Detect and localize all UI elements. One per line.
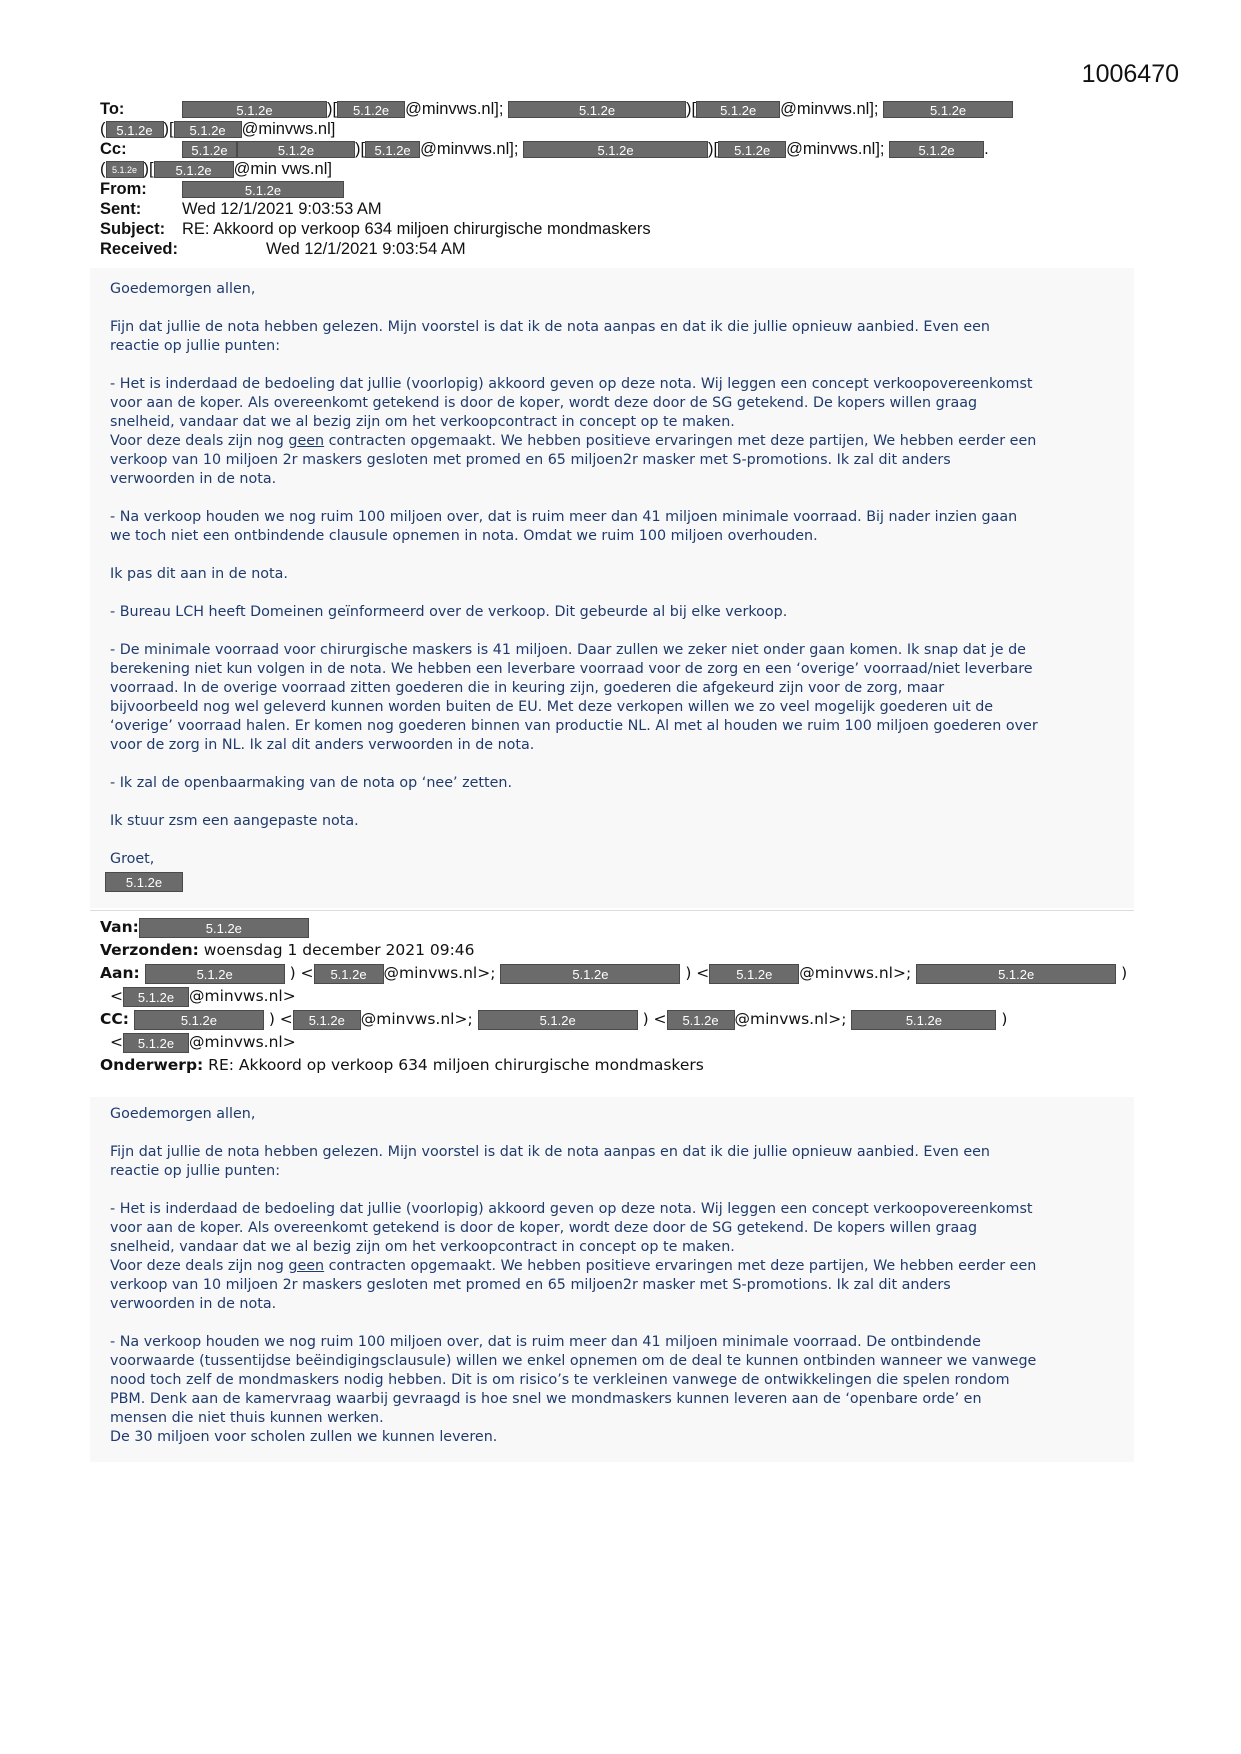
cc-row-continued [100, 159, 1160, 179]
paragraph-adjust: Ik pas dit aan in de nota. [110, 566, 288, 582]
bracket: )[ [143, 160, 154, 178]
redaction: 5.1.2e [851, 1010, 996, 1030]
email-domain: @minvws.nl]; [405, 100, 504, 118]
contracts-text-pre: Voor deze deals zijn nog [110, 433, 289, 449]
underlined-word: geen [288, 433, 325, 449]
cc-row [100, 139, 1160, 159]
onderwerp-row [100, 1054, 1160, 1077]
onderwerp-label: Onderwerp: [100, 1056, 204, 1074]
redaction: 5.1.2e [105, 872, 183, 892]
email-domain: @minvws.nl>; [799, 964, 912, 982]
forwarded-header [100, 916, 1160, 1077]
redaction: 5.1.2e [237, 141, 355, 158]
redaction: 5.1.2e [337, 101, 405, 118]
paragraph-agreement: - Het is inderdaad de bedoeling dat jullie (voorlopig) akkoord geven op deze nota. Wij leggen een concept verkoopovereenkomst voor aan de koper. Als overeenkomt getekend is door de koper, wordt deze door de SG getekend. De kopers willen graag snelheid, vandaar dat we al bezig zijn om het verkoopcontract in concept op te maken. [110, 376, 1033, 430]
bracket: ( [100, 160, 106, 178]
redaction: 5.1.2e [123, 1033, 189, 1053]
email-domain: @minvws.nl> [189, 987, 296, 1005]
verzonden-value: woensdag 1 december 2021 09:46 [203, 941, 475, 959]
paragraph-agreement: - Het is inderdaad de bedoeling dat jullie (voorlopig) akkoord geven op deze nota. Wij leggen een concept verkoopovereenkomst voor aan de koper. Als overeenkomt getekend is door de koper, wordt deze door de SG getekend. De kopers willen graag snelheid, vandaar dat we al bezig zijn om het verkoopcontract in concept op te maken. [110, 1201, 1033, 1255]
redaction: 5.1.2e [139, 918, 309, 938]
redaction: 5.1.2e [314, 964, 384, 984]
redaction: 5.1.2e [154, 161, 234, 178]
redaction: 5.1.2e [106, 161, 144, 178]
redaction: 5.1.2e [718, 141, 786, 158]
bracket: ( [100, 120, 106, 138]
email-domain: @minvws.nl]; [780, 100, 879, 118]
verzonden-row [100, 939, 1160, 962]
redaction: 5.1.2e [174, 121, 242, 138]
bracket: )[ [686, 100, 697, 118]
received-row [100, 239, 1160, 259]
bracket: )[ [355, 140, 366, 158]
email-body-reply [90, 268, 1134, 908]
subject-row [100, 219, 1160, 239]
sent-value: Wed 12/1/2021 9:03:53 AM [182, 200, 382, 218]
aan-row: Aan: 5.1.2e ) < 5.1.2e @minvws.nl>; 5.1.2e ) < 5.1.2e @minvws.nl>; 5.1.2e ) [100, 964, 1128, 982]
contracts-text-post: contracten opgemaakt. We hebben positieve ervaringen met deze partijen, We hebben eerder een verkoop van 10 miljoen 2r maskers gesloten met promed en 65 miljoen2r masker met S-promotions. Ik zal dit anders verwoorden in de nota. [110, 1258, 1037, 1312]
redaction: 5.1.2e [106, 121, 164, 138]
paragraph-disclosure: - Ik zal de openbaarmaking van de nota op ‘nee’ zetten. [110, 775, 512, 791]
aan-label: Aan: [100, 964, 140, 982]
received-label: Received: [100, 240, 178, 258]
closing: Groet, [110, 851, 155, 867]
to-label: To: [100, 100, 125, 118]
contracts-text-post: contracten opgemaakt. We hebben positieve ervaringen met deze partijen, We hebben eerder een verkoop van 10 miljoen 2r maskers gesloten met promed en 65 miljoen2r masker met S-promotions. Ik zal dit anders verwoorden in de nota. [110, 433, 1037, 487]
paragraph-send-note: Ik stuur zsm een aangepaste nota. [110, 813, 359, 829]
onderwerp-value: RE: Akkoord op verkoop 634 miljoen chirurgische mondmaskers [208, 1056, 704, 1074]
paragraph-intro: Fijn dat jullie de nota hebben gelezen. Mijn voorstel is dat ik de nota aanpas en dat ik die jullie opnieuw aanbied. Even een reactie op jullie punten: [110, 1144, 990, 1179]
cc-row-forwarded-continued: < 5.1.2e @minvws.nl> [110, 1033, 296, 1051]
paragraph-contracts [110, 432, 1130, 489]
contracts-text-pre: Voor deze deals zijn nog [110, 1258, 289, 1274]
bracket: )[ [708, 140, 719, 158]
cc-label: Cc: [100, 140, 127, 158]
email-domain: @minvws.nl] [241, 120, 336, 138]
redaction: 5.1.2e [709, 964, 799, 984]
underlined-word: geen [288, 1258, 325, 1274]
to-row-continued [100, 119, 1160, 139]
redaction: 5.1.2e [182, 101, 327, 118]
redaction: 5.1.2e [523, 141, 708, 158]
email-body-original [90, 1097, 1134, 1462]
email-domain: @minvws.nl]; [420, 140, 519, 158]
redaction: 5.1.2e [889, 141, 984, 158]
sent-label: Sent: [100, 200, 142, 218]
paragraph-stock: - Na verkoop houden we nog ruim 100 miljoen over, dat is ruim meer dan 41 miljoen minimale voorraad. Bij nader inzien gaan we toch niet een ontbindende clausule opnemen in nota. Omdat we ruim 100 miljoen overhouden. [110, 509, 1018, 544]
email-domain: @minvws.nl]; [786, 140, 885, 158]
from-row [100, 179, 1160, 199]
redaction: 5.1.2e [293, 1010, 361, 1030]
redaction: 5.1.2e [508, 101, 686, 118]
van-row [100, 916, 1160, 939]
received-value: Wed 12/1/2021 9:03:54 AM [266, 240, 466, 258]
greeting: Goedemorgen allen, [110, 1106, 256, 1122]
from-label: From: [100, 180, 147, 198]
redaction: 5.1.2e [500, 964, 680, 984]
redaction: 5.1.2e [182, 181, 344, 198]
redaction: 5.1.2e [916, 964, 1116, 984]
van-label: Van: [100, 918, 139, 936]
document-number: 1006470 [1081, 60, 1179, 88]
email-header [100, 99, 1160, 259]
cc-row-forwarded: CC: 5.1.2e ) < 5.1.2e @minvws.nl>; 5.1.2e ) < 5.1.2e @minvws.nl>; 5.1.2e ) [100, 1010, 1008, 1028]
paragraph-intro: Fijn dat jullie de nota hebben gelezen. Mijn voorstel is dat ik de nota aanpas en dat ik die jullie opnieuw aanbied. Even een reactie op jullie punten: [110, 319, 990, 354]
subject-label: Subject: [100, 220, 166, 238]
email-domain: @minvws.nl>; [383, 964, 496, 982]
bracket: )[ [163, 120, 174, 138]
redaction: 5.1.2e [696, 101, 780, 118]
dot: . [984, 140, 989, 158]
greeting: Goedemorgen allen, [110, 281, 256, 297]
subject-value: RE: Akkoord op verkoop 634 miljoen chirurgische mondmaskers [182, 220, 651, 238]
bracket: )[ [327, 100, 338, 118]
redaction: 5.1.2e [145, 964, 285, 984]
redaction: 5.1.2e [134, 1010, 264, 1030]
email-domain: @minvws.nl> [189, 1033, 296, 1051]
cc-label-forwarded: CC: [100, 1010, 129, 1028]
email-domain: @minvws.nl>; [360, 1010, 473, 1028]
redaction: 5.1.2e [365, 141, 420, 158]
email-domain: @minvws.nl>; [734, 1010, 847, 1028]
aan-row-continued: < 5.1.2e @minvws.nl> [110, 987, 296, 1005]
divider [90, 910, 1134, 911]
to-row [100, 99, 1160, 119]
email-domain: @min vws.nl] [233, 160, 332, 178]
redaction: 5.1.2e [123, 987, 189, 1007]
verzonden-label: Verzonden: [100, 941, 199, 959]
sent-row [100, 199, 1160, 219]
redaction: 5.1.2e [182, 141, 237, 158]
redaction: 5.1.2e [478, 1010, 638, 1030]
paragraph-stock-clause: - Na verkoop houden we nog ruim 100 miljoen over, dat is ruim meer dan 41 miljoen minimale voorraad. De ontbindende voorwaarde (tussentijdse beëindigingsclausule) willen we enkel opnemen om de deal te kunnen ontbinden wanneer we vanwege nood toch zelf de mondmaskers nodig hebben. Dit is om risico’s te verkleinen vanwege de ontwikkelingen die spelen rondom PBM. Denk aan de kamervraag waarbij gevraagd is hoe snel we mondmaskers kunnen leveren aan de ‘openbare orde’ en mensen die niet thuis kunnen werken. De 30 miljoen voor scholen zullen we kunnen leveren. [110, 1334, 1037, 1445]
paragraph-contracts [110, 1257, 1130, 1314]
paragraph-domeinen: - Bureau LCH heeft Domeinen geïnformeerd over de verkoop. Dit gebeurde al bij elke verkoop. [110, 604, 788, 620]
redaction: 5.1.2e [667, 1010, 735, 1030]
redaction: 5.1.2e [883, 101, 1013, 118]
paragraph-minimum-stock: - De minimale voorraad voor chirurgische maskers is 41 miljoen. Daar zullen we zeker niet onder gaan komen. Ik snap dat je de berekening niet kun volgen in de nota. We hebben een leverbare voorraad voor de zorg en een ‘overige’ voorraad/niet leverbare voorraad. In de overige voorraad zitten goederen die in keuring zijn, goederen die afgekeurd zijn voor de zorg, maar bijvoorbeeld nog wel geleverd kunnen worden buiten de EU. Met deze verkopen willen we zo veel mogelijk goederen uit de ‘overige’ voorraad halen. Er komen nog goederen binnen van productie NL. Al met al houden we ruim 100 miljoen goederen over voor de zorg in NL. Ik zal dit anders verwoorden in de nota. [110, 642, 1038, 753]
